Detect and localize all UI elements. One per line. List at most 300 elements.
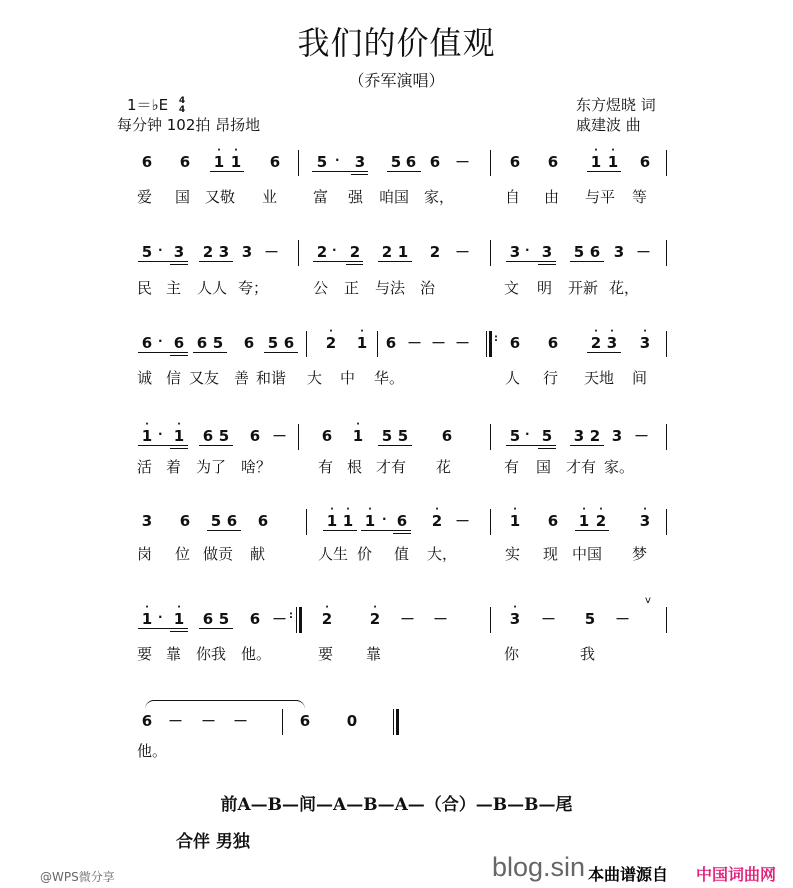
eighth-beam: [138, 445, 188, 446]
tie-arc: [145, 700, 305, 709]
note-value: 2: [431, 512, 443, 530]
jianpu-note: [212, 145, 226, 171]
jianpu-note: [217, 243, 231, 261]
repeat-dots: :: [494, 333, 498, 344]
barline: [666, 424, 667, 450]
eighth-beam: [199, 445, 233, 446]
composer-credit: 戚建波 曲: [576, 116, 641, 134]
lyric-text: 天地: [584, 369, 615, 387]
note-value: －: [400, 610, 416, 628]
note-value: －: [431, 334, 447, 352]
note-value: 3: [241, 243, 253, 261]
dash-extension: [407, 334, 421, 352]
note-value: 5: [584, 610, 596, 628]
sixteenth-beam: [346, 264, 363, 265]
jianpu-note: [572, 243, 586, 261]
barline: [298, 240, 299, 266]
note-value: 5: [218, 427, 230, 445]
note-value: 5: [218, 610, 230, 628]
jianpu-note: [540, 243, 554, 261]
jianpu-note: [389, 153, 403, 171]
note-value: 6: [405, 153, 417, 171]
lyric-text: 与法: [375, 279, 406, 297]
octave-dot-icon: ·: [594, 326, 598, 337]
source-site: 中国词曲网: [696, 865, 777, 884]
jianpu-note: [594, 504, 608, 530]
note-value: 5: [509, 427, 521, 445]
dash-extension: [634, 427, 648, 445]
key-signature: [127, 94, 185, 115]
note-value: 1: [213, 153, 225, 171]
jianpu-note: [572, 427, 586, 445]
tempo-marking: 每分钟 102拍 昂扬地: [117, 116, 261, 134]
lyric-text: 才有: [566, 458, 597, 476]
eighth-beam: [361, 530, 411, 531]
jianpu-note: [351, 419, 365, 445]
lyric-text: 诚: [137, 369, 153, 387]
note-value: 3: [173, 243, 185, 261]
dash-extension: [431, 334, 445, 352]
sixteenth-beam: [170, 448, 188, 449]
jianpu-note: [610, 427, 624, 445]
jianpu-note: [577, 504, 591, 530]
jianpu-note: [588, 427, 602, 445]
note-value: 3: [611, 427, 623, 445]
eighth-beam: [587, 171, 621, 172]
time-bottom: 4: [178, 104, 186, 115]
eighth-beam: [570, 445, 604, 446]
octave-dot-icon: ·: [177, 602, 181, 613]
song-form: 前A—B—间—A—B—A—（合）—B—B—尾: [220, 795, 573, 815]
barline: [306, 509, 307, 535]
dash-extension: [455, 512, 469, 530]
barline: [282, 709, 283, 735]
note-value: 5: [397, 427, 409, 445]
jianpu-note: [256, 512, 270, 530]
jianpu-note: [638, 504, 652, 530]
note-value: 6: [249, 427, 261, 445]
jianpu-note: [201, 427, 215, 445]
note-value: 6: [589, 243, 601, 261]
jianpu-note: [172, 334, 186, 352]
octave-dot-icon: ·: [145, 602, 149, 613]
jianpu-note: [140, 243, 154, 261]
note-value: 1: [342, 512, 354, 530]
lyric-text: 他。: [241, 645, 272, 663]
jianpu-note: [320, 427, 334, 445]
jianpu-note: [396, 243, 410, 261]
lyric-text: 间: [632, 369, 648, 387]
note-value: 1: [364, 512, 376, 530]
lyric-text: 现: [543, 545, 559, 563]
lyric-text: 为了: [196, 458, 227, 476]
final-barline-thin: [393, 709, 394, 735]
octave-dot-icon: ·: [346, 504, 350, 515]
eighth-beam: [378, 261, 412, 262]
note-value: －: [541, 610, 557, 628]
lyric-text: 公: [313, 279, 329, 297]
note-value: 1: [356, 334, 368, 352]
wps-watermark: @WPS微分享: [40, 870, 115, 884]
note-value: 1: [578, 512, 590, 530]
repeat-start-thick: [489, 331, 492, 357]
note-value: 6: [509, 153, 521, 171]
eighth-beam: [199, 261, 233, 262]
note-value: 3: [141, 512, 153, 530]
barline: [666, 509, 667, 535]
octave-dot-icon: ·: [368, 504, 372, 515]
note-value: 6: [141, 712, 153, 730]
lyric-text: 要: [318, 645, 334, 663]
lyric-text: 爱: [137, 188, 153, 206]
dash-extension: [272, 610, 286, 628]
jianpu-note: [140, 419, 154, 445]
lyric-text: 才有: [376, 458, 407, 476]
octave-dot-icon: ·: [329, 326, 333, 337]
lyric-text: 和谐: [256, 369, 287, 387]
jianpu-note: [355, 326, 369, 352]
note-value: 3: [509, 610, 521, 628]
barline: [666, 331, 667, 357]
lyric-text: 有: [504, 458, 520, 476]
lyricist-credit: 东方煜晓 词: [576, 96, 656, 114]
note-value: 6: [269, 153, 281, 171]
jianpu-note: [440, 427, 454, 445]
eighth-beam: [570, 261, 604, 262]
augmentation-dot: ·: [525, 243, 530, 257]
jianpu-note: [178, 153, 192, 171]
jianpu-note: [315, 243, 329, 261]
octave-dot-icon: ·: [435, 504, 439, 515]
jianpu-note: [315, 153, 329, 171]
note-value: 2: [590, 334, 602, 352]
note-value: 3: [218, 243, 230, 261]
blog-watermark: blog.sin: [492, 852, 586, 882]
lyric-text: 民: [137, 279, 153, 297]
note-value: 6: [396, 512, 408, 530]
lyric-text: 位: [175, 545, 191, 563]
augmentation-dot: ·: [158, 427, 163, 441]
eighth-beam: [506, 445, 556, 446]
eighth-beam: [199, 628, 233, 629]
note-value: 3: [639, 512, 651, 530]
lyric-text: 他。: [137, 742, 168, 760]
lyric-text: 做贡: [203, 545, 234, 563]
dash-extension: [233, 712, 247, 730]
accompaniment-note: 合伴 男独: [176, 832, 250, 852]
octave-dot-icon: ·: [643, 504, 647, 515]
jianpu-note: [606, 145, 620, 171]
jianpu-note: [242, 334, 256, 352]
jianpu-note: [508, 334, 522, 352]
jianpu-note: [546, 334, 560, 352]
note-value: －: [634, 427, 650, 445]
repeat-start-thin: [486, 331, 487, 357]
augmentation-dot: ·: [158, 243, 163, 257]
lyric-text: 着: [166, 458, 182, 476]
lyric-text: 善: [234, 369, 250, 387]
jianpu-note: [353, 153, 367, 171]
eighth-beam: [313, 261, 363, 262]
jianpu-note: [195, 334, 209, 352]
lyric-text: 夸；: [238, 279, 269, 297]
eighth-beam: [575, 530, 609, 531]
eighth-beam: [193, 352, 227, 353]
lyric-text: 业: [262, 188, 278, 206]
repeat-end-thin: [296, 607, 297, 633]
jianpu-note: [508, 243, 522, 261]
dash-extension: [636, 243, 650, 261]
jianpu-note: [341, 504, 355, 530]
jianpu-note: [638, 326, 652, 352]
dash-extension: [455, 243, 469, 261]
sixteenth-beam: [170, 631, 188, 632]
note-value: 3: [573, 427, 585, 445]
lyric-text: 又敬: [205, 188, 236, 206]
eighth-beam: [138, 261, 188, 262]
note-value: 3: [354, 153, 366, 171]
jianpu-note: [172, 243, 186, 261]
augmentation-dot: ·: [158, 610, 163, 624]
note-value: 5: [390, 153, 402, 171]
note-value: 2: [316, 243, 328, 261]
dash-extension: [455, 153, 469, 171]
note-value: 6: [141, 153, 153, 171]
eighth-beam: [210, 171, 244, 172]
jianpu-note: [508, 153, 522, 171]
note-value: 6: [321, 427, 333, 445]
lyric-text: 人人: [197, 279, 228, 297]
lyric-text: 中国: [572, 545, 603, 563]
note-value: 6: [441, 427, 453, 445]
jianpu-note: [229, 145, 243, 171]
barline: [490, 607, 491, 633]
barline: [666, 150, 667, 176]
octave-dot-icon: ·: [643, 326, 647, 337]
lyric-text: 啥？: [241, 458, 272, 476]
note-value: －: [615, 610, 631, 628]
lyric-text: 治: [420, 279, 436, 297]
jianpu-note: [546, 153, 560, 171]
note-value: 6: [257, 512, 269, 530]
lyric-text: 人生: [318, 545, 349, 563]
augmentation-dot: ·: [158, 334, 163, 348]
dash-extension: [168, 712, 182, 730]
jianpu-note: [589, 145, 603, 171]
octave-dot-icon: ·: [217, 145, 221, 156]
sixteenth-beam: [538, 448, 556, 449]
note-value: 6: [547, 334, 559, 352]
jianpu-note: [217, 610, 231, 628]
augmentation-dot: ·: [525, 427, 530, 441]
jianpu-note: [268, 153, 282, 171]
note-value: 0: [346, 712, 358, 730]
octave-dot-icon: ·: [145, 419, 149, 430]
lyric-text: 有: [318, 458, 334, 476]
note-value: 1: [509, 512, 521, 530]
barline: [490, 240, 491, 266]
jianpu-note: [380, 243, 394, 261]
lyric-text: 国: [175, 188, 191, 206]
key-label: 1＝♭E: [127, 96, 169, 114]
note-value: －: [201, 712, 217, 730]
note-value: 6: [385, 334, 397, 352]
lyric-text: 花，: [609, 279, 640, 297]
note-value: －: [272, 610, 288, 628]
source-label: 本曲谱源自: [588, 865, 669, 884]
jianpu-note: [298, 712, 312, 730]
jianpu-note: [588, 243, 602, 261]
jianpu-note: [201, 610, 215, 628]
note-value: 6: [243, 334, 255, 352]
time-signature: [179, 97, 185, 115]
note-value: 6: [509, 334, 521, 352]
augmentation-dot: ·: [335, 153, 340, 167]
lyric-text: 主: [166, 279, 182, 297]
jianpu-note: [428, 153, 442, 171]
jianpu-note: [583, 610, 597, 628]
note-value: 1: [173, 427, 185, 445]
note-value: 1: [141, 610, 153, 628]
jianpu-note: [605, 326, 619, 352]
jianpu-note: [140, 512, 154, 530]
dash-extension: [541, 610, 555, 628]
lyric-text: 花: [436, 458, 452, 476]
lyric-text: 靠: [366, 645, 382, 663]
jianpu-note: [140, 712, 154, 730]
note-value: 2: [202, 243, 214, 261]
note-value: 3: [509, 243, 521, 261]
note-value: 1: [590, 153, 602, 171]
note-value: －: [455, 512, 471, 530]
jianpu-note: [430, 504, 444, 530]
octave-dot-icon: ·: [513, 504, 517, 515]
note-value: 2: [381, 243, 393, 261]
lyric-text: 大: [307, 369, 323, 387]
lyric-text: 正: [344, 279, 360, 297]
note-value: 6: [196, 334, 208, 352]
barline: [490, 509, 491, 535]
lyric-text: 价: [357, 545, 373, 563]
lyric-text: 实: [505, 545, 521, 563]
lyric-text: 文: [504, 279, 520, 297]
sixteenth-beam: [170, 355, 188, 356]
dash-extension: [272, 427, 286, 445]
note-value: 2: [321, 610, 333, 628]
barline: [666, 607, 667, 633]
jianpu-note: [172, 602, 186, 628]
note-value: 5: [267, 334, 279, 352]
augmentation-dot: ·: [382, 512, 387, 526]
sixteenth-beam: [538, 264, 556, 265]
octave-dot-icon: ·: [177, 419, 181, 430]
jianpu-note: [320, 602, 334, 628]
barline: [298, 150, 299, 176]
note-value: －: [272, 427, 288, 445]
note-value: －: [455, 334, 471, 352]
note-value: －: [168, 712, 184, 730]
jianpu-note: [248, 610, 262, 628]
note-value: 1: [607, 153, 619, 171]
octave-dot-icon: ·: [610, 326, 614, 337]
dash-extension: [455, 334, 469, 352]
barline: [490, 150, 491, 176]
lyric-text: 华。: [374, 369, 405, 387]
note-value: 6: [179, 153, 191, 171]
jianpu-note: [345, 712, 359, 730]
note-value: 1: [326, 512, 338, 530]
lyric-text: 大，: [427, 545, 458, 563]
lyric-text: 靠: [166, 645, 182, 663]
barline: [377, 331, 378, 357]
jianpu-note: [225, 512, 239, 530]
barline: [298, 424, 299, 450]
note-value: 6: [202, 427, 214, 445]
note-value: 1: [352, 427, 364, 445]
lyric-text: 由: [544, 188, 560, 206]
lyric-text: 中: [340, 369, 356, 387]
repeat-end-thick: [299, 607, 302, 633]
octave-dot-icon: ·: [373, 602, 377, 613]
octave-dot-icon: ·: [330, 504, 334, 515]
note-value: 1: [230, 153, 242, 171]
note-value: 6: [299, 712, 311, 730]
jianpu-note: [546, 512, 560, 530]
repeat-end-dots: :: [289, 610, 293, 621]
jianpu-note: [395, 512, 409, 530]
lyric-text: 国: [536, 458, 552, 476]
eighth-beam: [138, 352, 188, 353]
dash-extension: [201, 712, 215, 730]
eighth-beam: [506, 261, 556, 262]
note-value: 2: [369, 610, 381, 628]
jianpu-note: [540, 427, 554, 445]
breath-mark-icon: v: [645, 595, 651, 606]
octave-dot-icon: ·: [513, 602, 517, 613]
note-value: 5: [316, 153, 328, 171]
note-value: －: [233, 712, 249, 730]
note-value: 6: [547, 153, 559, 171]
note-value: 2: [349, 243, 361, 261]
note-value: 1: [141, 427, 153, 445]
jianpu-note: [508, 504, 522, 530]
jianpu-note: [508, 427, 522, 445]
eighth-beam: [264, 352, 298, 353]
note-value: 6: [141, 334, 153, 352]
note-value: 5: [573, 243, 585, 261]
jianpu-note: [404, 153, 418, 171]
dash-extension: [615, 610, 629, 628]
lyric-text: 岗: [137, 545, 153, 563]
note-value: 2: [589, 427, 601, 445]
jianpu-note: [248, 427, 262, 445]
jianpu-note: [217, 427, 231, 445]
octave-dot-icon: ·: [582, 504, 586, 515]
note-value: 6: [429, 153, 441, 171]
note-value: 5: [210, 512, 222, 530]
eighth-beam: [387, 171, 421, 172]
octave-dot-icon: ·: [234, 145, 238, 156]
barline: [666, 240, 667, 266]
dash-extension: [433, 610, 447, 628]
lyric-text: 自: [505, 188, 521, 206]
note-value: 5: [141, 243, 153, 261]
jianpu-note: [612, 243, 626, 261]
jianpu-note: [178, 512, 192, 530]
jianpu-note: [428, 243, 442, 261]
note-value: －: [636, 243, 652, 261]
jianpu-note: [240, 243, 254, 261]
